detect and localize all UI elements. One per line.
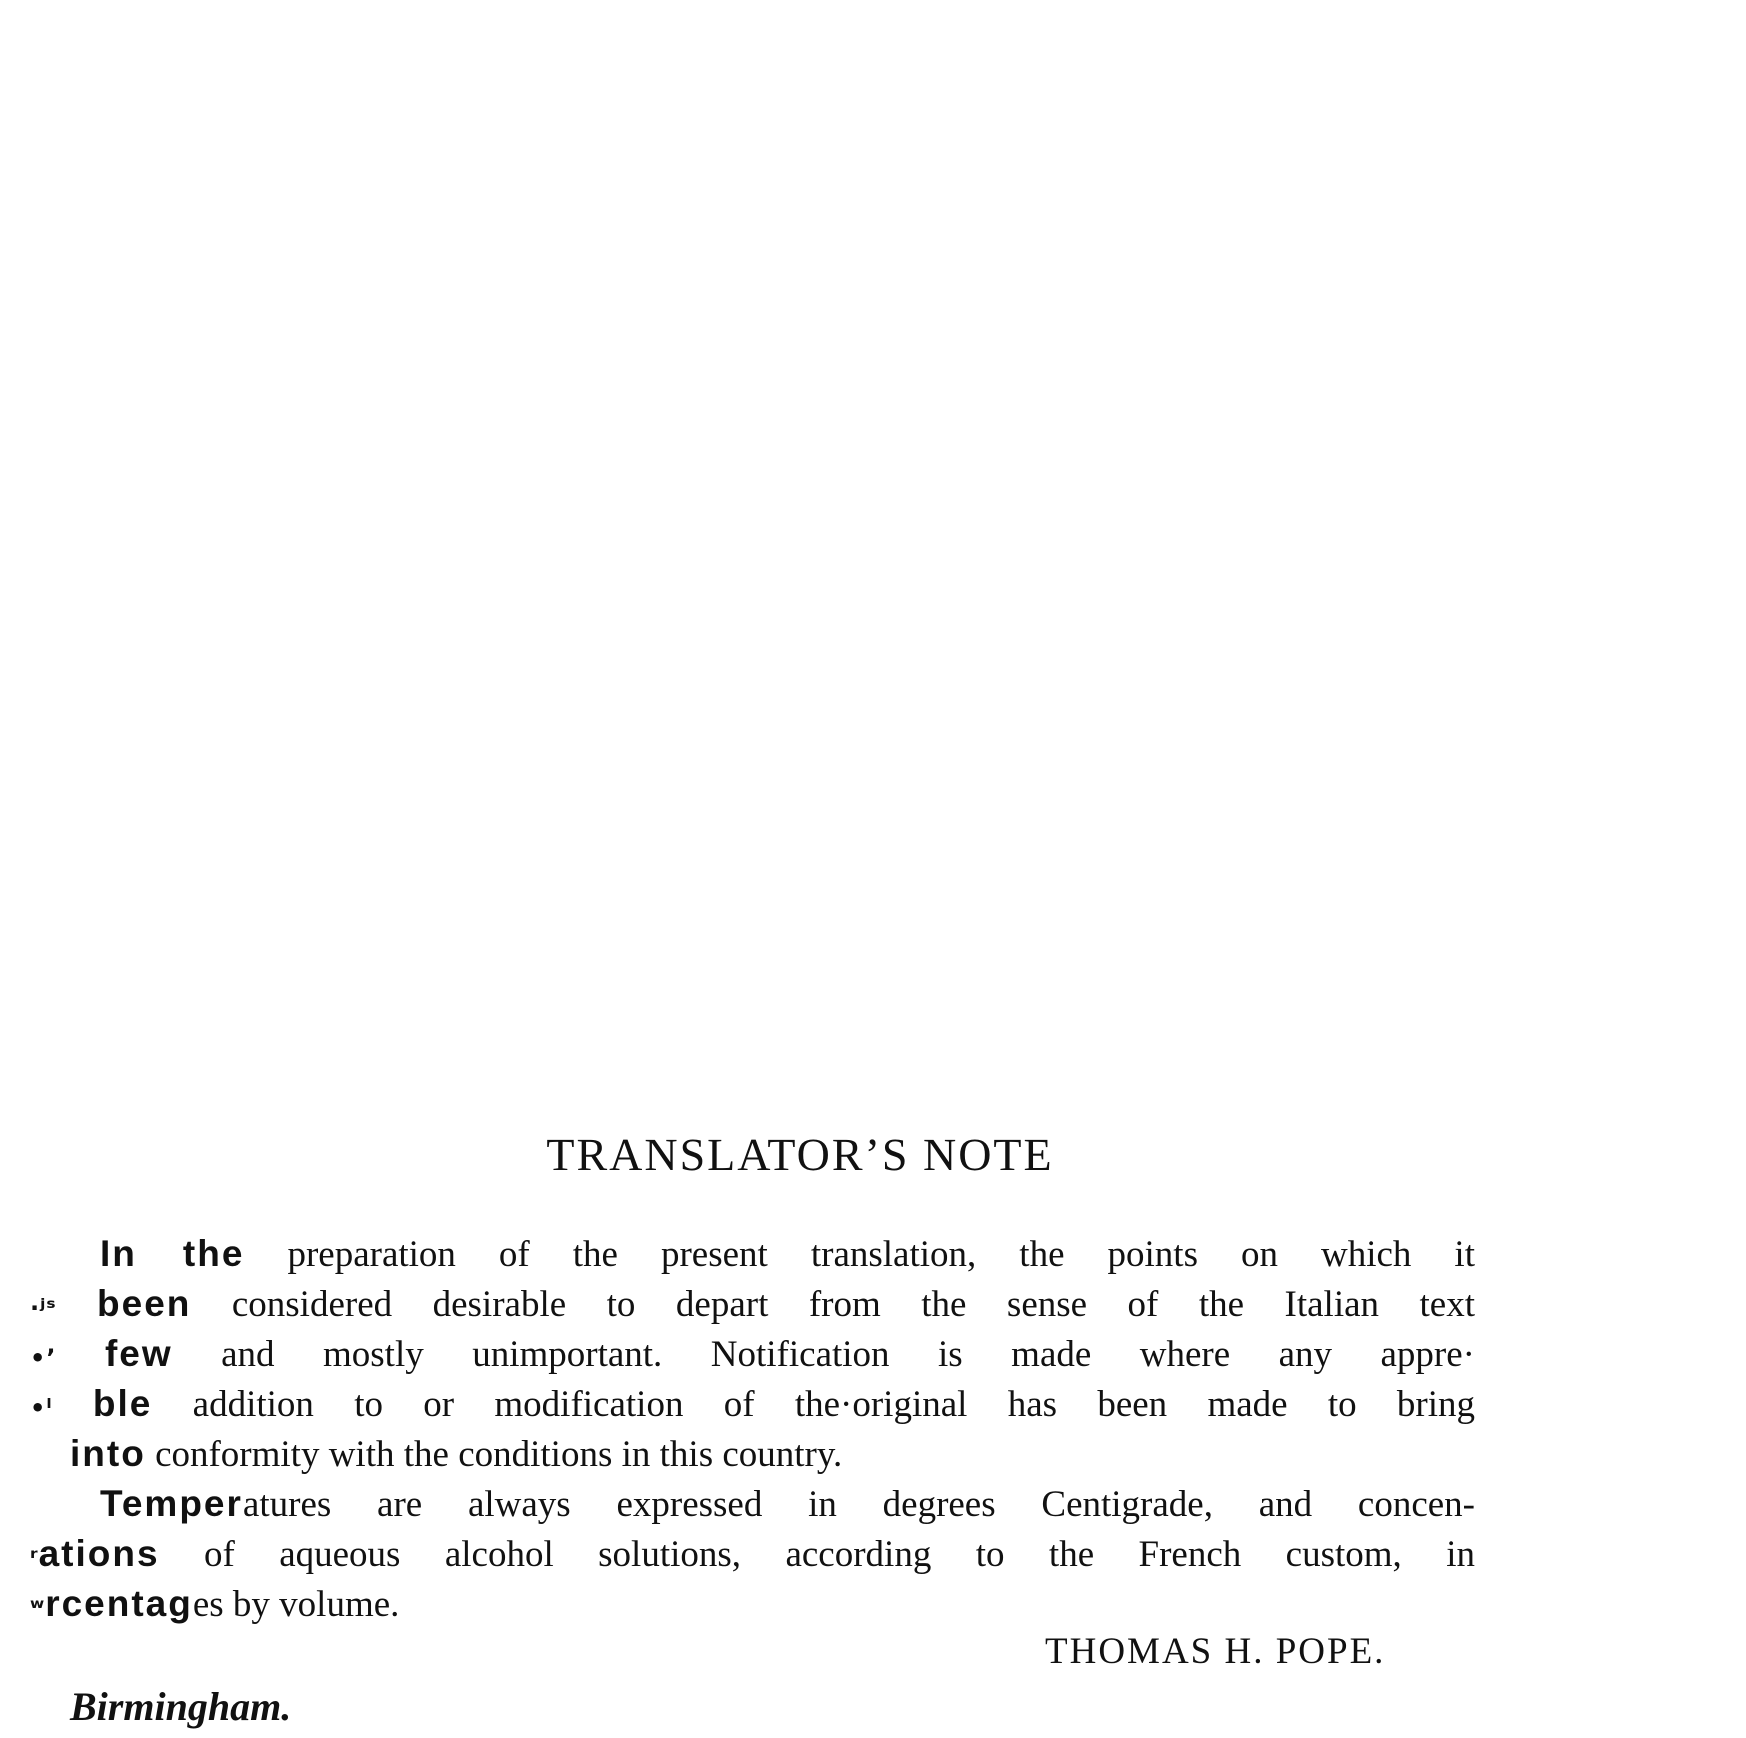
line-text: conformity with the conditions in this country. (155, 1434, 843, 1475)
text-line (30, 1582, 1475, 1630)
line-text: es by volume. (192, 1584, 400, 1625)
text-line (30, 1282, 1475, 1330)
text-line (30, 1382, 1475, 1430)
line-text: and mostly unimportant. Notification is made where any appre· (221, 1334, 1475, 1375)
line-text: preparation of the present translation, the points on which it (287, 1234, 1475, 1275)
line-text: considered desirable to depart from the sense of the Italian text (231, 1284, 1475, 1325)
line-lead: ations (38, 1533, 160, 1574)
text-line (30, 1482, 1475, 1527)
text-line (30, 1532, 1475, 1580)
text-line (30, 1332, 1475, 1380)
line-lead: In the (100, 1233, 245, 1274)
line-fragment: ʳ (30, 1544, 39, 1572)
line-lead: few (104, 1333, 173, 1374)
line-fragment: ·ʲˢ (30, 1294, 57, 1322)
place-name: Birmingham. (70, 1684, 292, 1729)
line-lead: rcentag (45, 1583, 193, 1624)
text-line (30, 1432, 1475, 1477)
line-lead: Temper (100, 1483, 243, 1524)
line-text: addition to or modification of the·original has been made to bring (192, 1384, 1476, 1425)
line-text: atures are always expressed in degrees Centigrade, and concen- (242, 1484, 1475, 1525)
line-text: of aqueous alcohol solutions, according to the French custom, in (203, 1534, 1475, 1575)
text-line (30, 1232, 1475, 1277)
line-lead: been (97, 1283, 192, 1324)
page-title: TRANSLATOR’S NOTE (546, 1129, 1054, 1180)
line-fragment: ʷ (30, 1594, 46, 1622)
line-fragment: •ˡ (30, 1394, 53, 1422)
line-lead: ble (92, 1383, 153, 1424)
line-lead: into (70, 1433, 146, 1474)
translator-signature: THOMAS H. POPE. (1045, 1631, 1386, 1672)
line-fragment: •’ (30, 1344, 57, 1372)
